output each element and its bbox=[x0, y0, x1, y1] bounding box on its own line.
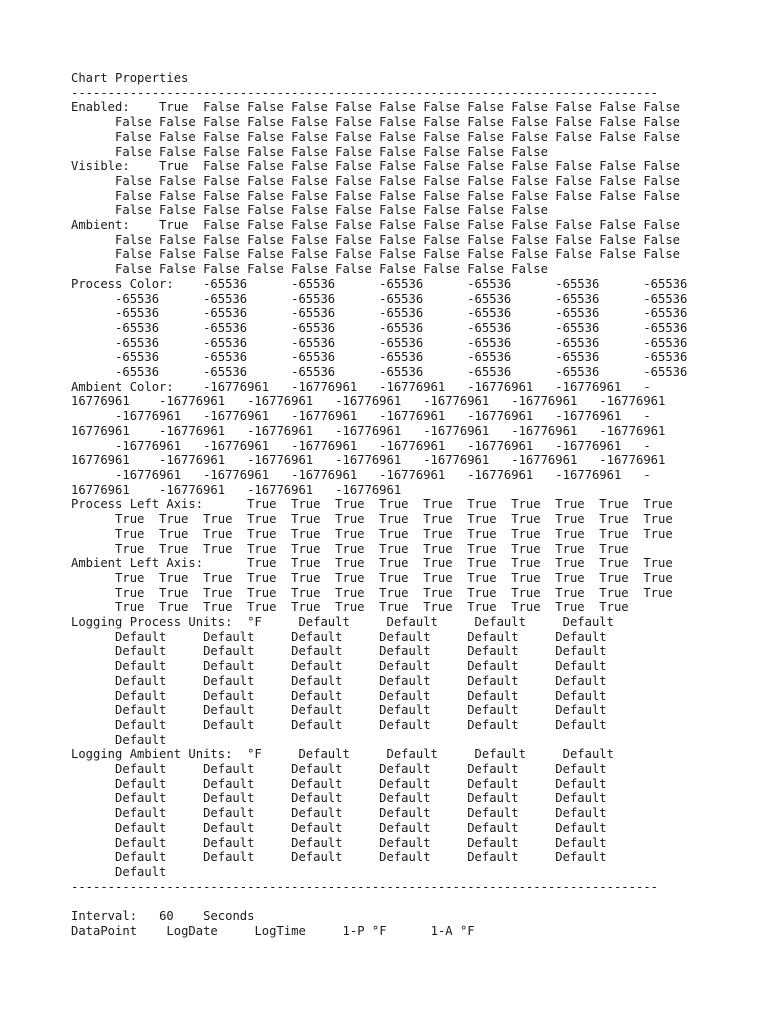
column-header-logdate: LogDate bbox=[166, 923, 218, 938]
property-line: -65536 -65536 -65536 -65536 -65536 -65536 -65536 bbox=[71, 335, 688, 350]
property-line: 16776961 -16776961 -16776961 -16776961 -16776961 -16776961 -16776961 bbox=[71, 423, 666, 438]
column-header-logtime: LogTime bbox=[254, 923, 306, 938]
column-header-ambient-temp: 1-A °F bbox=[430, 923, 475, 938]
property-line: Visible: True False False False False False False False False False False False bbox=[71, 159, 681, 174]
property-line: False False False False False False False False False False False False False bbox=[71, 129, 681, 144]
property-line: Default Default Default Default Default Default bbox=[71, 776, 607, 791]
property-line: Default Default Default Default Default Default bbox=[71, 629, 607, 644]
column-header-row bbox=[71, 924, 475, 938]
property-line: True True True True True True True True True True True True True bbox=[71, 512, 673, 527]
property-line: 16776961 -16776961 -16776961 -16776961 -16776961 -16776961 -16776961 bbox=[71, 453, 666, 468]
report-title: Chart Properties bbox=[71, 71, 189, 85]
property-line: Default Default Default Default Default Default bbox=[71, 791, 607, 806]
property-line: Default Default Default Default Default Default bbox=[71, 850, 607, 865]
property-line: Logging Ambient Units: °F Default Default Default Default bbox=[71, 747, 614, 762]
property-line: False False False False False False False False False False bbox=[71, 262, 548, 277]
property-line: -65536 -65536 -65536 -65536 -65536 -65536 -65536 bbox=[71, 350, 688, 365]
property-line: False False False False False False False False False False False False False bbox=[71, 115, 681, 130]
property-line: Default Default Default Default Default Default bbox=[71, 835, 607, 850]
property-line: 16776961 -16776961 -16776961 -16776961 bbox=[71, 482, 402, 497]
interval-label: Interval: bbox=[71, 909, 138, 924]
property-line: 16776961 -16776961 -16776961 -16776961 -16776961 -16776961 -16776961 bbox=[71, 394, 666, 409]
property-line: Default Default Default Default Default Default bbox=[71, 806, 607, 821]
property-line: Default Default Default Default Default Default bbox=[71, 644, 607, 659]
property-line: Default Default Default Default Default Default bbox=[71, 820, 607, 835]
property-line: Default bbox=[71, 732, 167, 747]
property-line: Default Default Default Default Default Default bbox=[71, 688, 607, 703]
separator-bottom: -------------------------------------------------------------------------------- bbox=[71, 879, 658, 894]
property-line: False False False False False False False False False False False False False bbox=[71, 173, 681, 188]
property-line: Default Default Default Default Default Default bbox=[71, 717, 607, 732]
interval-value: 60 bbox=[159, 909, 174, 924]
property-line: Default Default Default Default Default Default bbox=[71, 762, 607, 777]
column-header-datapoint: DataPoint bbox=[71, 923, 138, 938]
property-line: True True True True True True True True True True True True True bbox=[71, 585, 673, 600]
property-line: Default Default Default Default Default Default bbox=[71, 703, 607, 718]
property-line: -16776961 -16776961 -16776961 -16776961 -16776961 -16776961 - bbox=[71, 467, 651, 482]
property-listing bbox=[71, 100, 687, 879]
property-line: Ambient: True False False False False False False False False False False False bbox=[71, 218, 681, 233]
separator-top: -------------------------------------------------------------------------------- bbox=[71, 85, 658, 100]
property-line: Enabled: True False False False False False False False False False False False bbox=[71, 100, 681, 115]
property-line: Ambient Left Axis: True True True True True True True True True True bbox=[71, 556, 673, 571]
property-line: True True True True True True True True True True True True bbox=[71, 541, 629, 556]
property-line: -65536 -65536 -65536 -65536 -65536 -65536 -65536 bbox=[71, 291, 688, 306]
property-line: -65536 -65536 -65536 -65536 -65536 -65536 -65536 bbox=[71, 365, 688, 380]
property-line: True True True True True True True True True True True True True bbox=[71, 526, 673, 541]
property-line: -65536 -65536 -65536 -65536 -65536 -65536 -65536 bbox=[71, 320, 688, 335]
property-line: Default bbox=[71, 864, 167, 879]
property-line: False False False False False False False False False False bbox=[71, 144, 548, 159]
column-header-process-temp: 1-P °F bbox=[342, 923, 387, 938]
chart-properties-report bbox=[71, 71, 687, 938]
property-line: Process Color: -65536 -65536 -65536 -65536 -65536 -65536 bbox=[71, 276, 688, 291]
property-line: Default Default Default Default Default Default bbox=[71, 673, 607, 688]
property-line: False False False False False False False False False False False False False bbox=[71, 232, 681, 247]
property-line: -65536 -65536 -65536 -65536 -65536 -65536 -65536 bbox=[71, 306, 688, 321]
property-line: Default Default Default Default Default Default bbox=[71, 659, 607, 674]
property-line: Process Left Axis: True True True True True True True True True True bbox=[71, 497, 673, 512]
property-line: Ambient Color: -16776961 -16776961 -16776961 -16776961 -16776961 - bbox=[71, 379, 651, 394]
property-line: False False False False False False False False False False False False False bbox=[71, 188, 681, 203]
interval-unit: Seconds bbox=[203, 909, 255, 924]
interval-row bbox=[71, 909, 254, 923]
property-line: Logging Process Units: °F Default Default Default Default bbox=[71, 615, 614, 630]
property-line: False False False False False False False False False False False False False bbox=[71, 247, 681, 262]
property-line: -16776961 -16776961 -16776961 -16776961 -16776961 -16776961 - bbox=[71, 409, 651, 424]
property-line: True True True True True True True True True True True True bbox=[71, 600, 629, 615]
property-line: -16776961 -16776961 -16776961 -16776961 -16776961 -16776961 - bbox=[71, 438, 651, 453]
property-line: False False False False False False False False False False bbox=[71, 203, 548, 218]
property-line: True True True True True True True True True True True True True bbox=[71, 570, 673, 585]
